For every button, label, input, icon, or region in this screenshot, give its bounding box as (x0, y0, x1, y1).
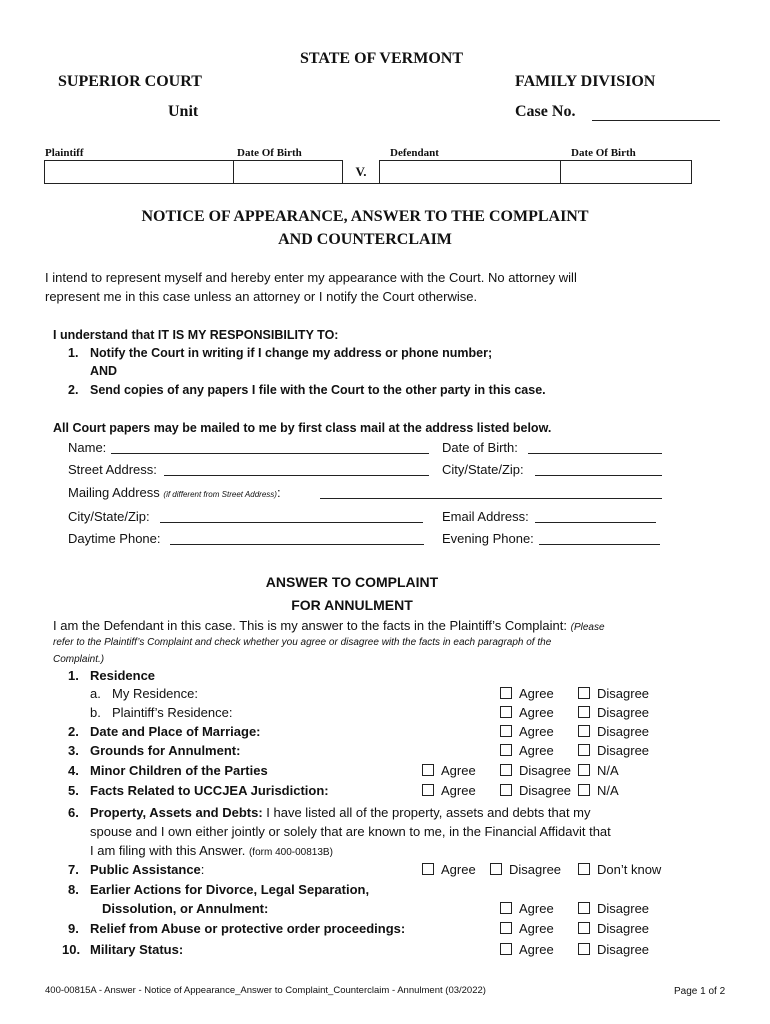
email-field[interactable] (535, 509, 656, 523)
item-num-6: 6. (68, 805, 79, 820)
item-num-2: 2. (68, 724, 79, 739)
checkbox-icon[interactable] (578, 687, 590, 699)
responsibility-heading: I understand that IT IS MY RESPONSIBILITY TO: (53, 328, 339, 342)
disagree-label: Disagree (509, 862, 562, 877)
property-text-3-line (90, 843, 333, 858)
intro-line1: I intend to represent myself and hereby enter my appearance with the Court. No attorney will (45, 270, 577, 285)
disagree-label: Disagree (597, 743, 650, 758)
item-num-5: 5. (68, 783, 79, 798)
defendant-dob-field[interactable] (561, 161, 692, 184)
earlier-actions-agree[interactable] (500, 901, 554, 916)
city-state-zip-field[interactable] (535, 462, 662, 476)
minor-children-disagree[interactable] (500, 763, 571, 778)
dob-label: Date of Birth: (442, 440, 518, 455)
military-agree[interactable] (500, 942, 554, 957)
item-num-4: 4. (68, 763, 79, 778)
plaintiff-field[interactable] (45, 161, 234, 184)
plaintiff-residence-disagree[interactable] (578, 705, 649, 720)
item-earlier-actions-1: Earlier Actions for Divorce, Legal Separation, (90, 882, 370, 897)
defendant-field[interactable] (380, 161, 561, 184)
mailing-address-note: (if different from Street Address) (163, 490, 277, 499)
item-residence: Residence (90, 668, 156, 683)
form-title-line1: NOTICE OF APPEARANCE, ANSWER TO THE COMPLAINT (141, 208, 589, 225)
item-num-7: 7. (68, 862, 79, 877)
item-relief-abuse: Relief from Abuse or protective order proceedings: (90, 921, 406, 936)
item-grounds: Grounds for Annulment: (90, 743, 241, 758)
disagree-label: Disagree (597, 921, 650, 936)
plaintiff-residence-label: Plaintiff’s Residence: (112, 705, 233, 720)
responsibility-and: AND (90, 364, 118, 378)
relief-abuse-disagree[interactable] (578, 921, 649, 936)
my-residence-agree[interactable] (500, 686, 554, 701)
agree-label: Agree (519, 686, 554, 701)
plaintiff-dob-label: Date Of Birth (237, 147, 302, 159)
contact-heading: All Court papers may be mailed to me by first class mail at the address listed below. (53, 421, 552, 435)
disagree-label: Disagree (597, 686, 650, 701)
item-a-letter: a. (90, 686, 101, 701)
answer-heading-2: FOR ANNULMENT (291, 597, 413, 613)
footer-form-id: 400-00815A - Answer - Notice of Appearance_Answer to Complaint_Counterclaim - Annulment (03/2022) (45, 985, 486, 996)
mailing-city-label: City/State/Zip: (68, 509, 150, 524)
property-text-3: I am filing with this Answer. (90, 843, 246, 858)
checkbox-icon[interactable] (500, 784, 512, 796)
intro-line2: represent me in this case unless an attorney or I notify the Court otherwise. (45, 289, 478, 304)
city-state-zip-label: City/State/Zip: (442, 462, 524, 477)
marriage-agree[interactable] (500, 724, 554, 739)
disagree-label: Disagree (597, 724, 650, 739)
minor-children-agree[interactable] (422, 763, 476, 778)
plaintiff-label: Plaintiff (45, 147, 84, 159)
grounds-disagree[interactable] (578, 743, 649, 758)
mailing-address-colon: : (276, 485, 281, 500)
mailing-address-text: Mailing Address (68, 485, 160, 500)
name-field[interactable] (111, 440, 429, 454)
case-number-label: Case No. (515, 103, 576, 120)
responsibility-item-1: Notify the Court in writing if I change my address or phone number; (90, 346, 493, 360)
checkbox-icon[interactable] (490, 863, 502, 875)
agree-label: Agree (519, 705, 554, 720)
mailing-city-field[interactable] (160, 509, 423, 523)
checkbox-icon[interactable] (500, 764, 512, 776)
email-label: Email Address: (442, 509, 529, 524)
item-uccjea: Facts Related to UCCJEA Jurisdiction: (90, 783, 329, 798)
answer-intro (53, 618, 605, 633)
checkbox-icon[interactable] (578, 744, 590, 756)
disagree-label: Disagree (597, 901, 650, 916)
item-property (90, 805, 591, 820)
daytime-phone-field[interactable] (170, 531, 424, 545)
answer-note-1: (Please (570, 622, 605, 633)
grounds-agree[interactable] (500, 743, 554, 758)
checkbox-icon[interactable] (422, 863, 434, 875)
state-heading: STATE OF VERMONT (300, 50, 463, 67)
checkbox-icon[interactable] (500, 725, 512, 737)
relief-abuse-agree[interactable] (500, 921, 554, 936)
checkbox-icon[interactable] (500, 943, 512, 955)
agree-label: Agree (441, 783, 476, 798)
public-assistance-label: Public Assistance (90, 862, 201, 877)
checkbox-icon[interactable] (422, 784, 434, 796)
unit-label: Unit (168, 103, 199, 120)
answer-heading-1: ANSWER TO COMPLAINT (265, 574, 439, 590)
court-heading: SUPERIOR COURT (58, 73, 202, 90)
caption-table (44, 160, 692, 184)
answer-note-2: refer to the Plaintiff’s Complaint and check whether you agree or disagree with the facts in each paragraph of the (53, 637, 552, 648)
checkbox-icon[interactable] (578, 902, 590, 914)
dob-field[interactable] (528, 440, 662, 454)
defendant-dob-label: Date Of Birth (571, 147, 636, 159)
checkbox-icon[interactable] (578, 706, 590, 718)
property-form-ref: (form 400-00813B) (248, 847, 333, 858)
public-assistance-dont-know[interactable] (578, 862, 661, 877)
evening-phone-field[interactable] (539, 531, 660, 545)
plaintiff-dob-field[interactable] (234, 161, 343, 184)
agree-label: Agree (519, 942, 554, 957)
item-num-3: 3. (68, 743, 79, 758)
mailing-address-label (68, 485, 281, 500)
item-num-8: 8. (68, 882, 79, 897)
checkbox-icon[interactable] (500, 902, 512, 914)
name-label: Name: (68, 440, 107, 455)
checkbox-icon[interactable] (578, 922, 590, 934)
disagree-label: Disagree (519, 763, 572, 778)
checkbox-icon[interactable] (578, 784, 590, 796)
uccjea-agree[interactable] (422, 783, 476, 798)
agree-label: Agree (519, 901, 554, 916)
item-earlier-actions-2: Dissolution, or Annulment: (102, 901, 269, 916)
division-heading: FAMILY DIVISION (515, 73, 656, 90)
checkbox-icon[interactable] (422, 764, 434, 776)
defendant-label: Defendant (390, 147, 439, 159)
daytime-phone-label: Daytime Phone: (68, 531, 161, 546)
disagree-label: Disagree (597, 705, 650, 720)
military-disagree[interactable] (578, 942, 649, 957)
marriage-disagree[interactable] (578, 724, 649, 739)
checkbox-icon[interactable] (500, 687, 512, 699)
evening-phone-label: Evening Phone: (442, 531, 534, 546)
agree-label: Agree (441, 763, 476, 778)
my-residence-label: My Residence: (112, 686, 198, 701)
page-number: Page 1 of 2 (674, 986, 726, 997)
property-heading: Property, Assets and Debts: (90, 805, 263, 820)
my-residence-disagree[interactable] (578, 686, 649, 701)
checkbox-icon[interactable] (500, 922, 512, 934)
agree-label: Agree (519, 921, 554, 936)
item-num-9: 9. (68, 921, 79, 936)
form-title-line2: AND COUNTERCLAIM (278, 231, 452, 248)
checkbox-icon[interactable] (500, 706, 512, 718)
disagree-label: Disagree (519, 783, 572, 798)
na-label: N/A (597, 783, 619, 798)
uccjea-disagree[interactable] (500, 783, 571, 798)
dont-know-label: Don’t know (597, 862, 662, 877)
item-public-assistance: Public Assistance: (90, 862, 205, 877)
street-address-field[interactable] (164, 462, 429, 476)
na-label: N/A (597, 763, 619, 778)
disagree-label: Disagree (597, 942, 650, 957)
uccjea-na[interactable] (578, 783, 619, 798)
checkbox-icon[interactable] (578, 863, 590, 875)
checkbox-icon[interactable] (578, 764, 590, 776)
street-address-label: Street Address: (68, 462, 157, 477)
item-num-1: 1. (68, 668, 79, 683)
property-text-2: spouse and I own either jointly or solely that are known to me, in the Financial Affidavit that (90, 824, 611, 839)
checkbox-icon[interactable] (578, 943, 590, 955)
checkbox-icon[interactable] (500, 744, 512, 756)
minor-children-na[interactable] (578, 763, 619, 778)
public-assistance-disagree[interactable] (490, 862, 561, 877)
agree-label: Agree (519, 724, 554, 739)
earlier-actions-disagree[interactable] (578, 901, 649, 916)
item-military-status: Military Status: (90, 942, 184, 957)
item-num-10: 10. (62, 942, 81, 957)
responsibility-num-2: 2. (68, 383, 79, 397)
agree-label: Agree (519, 743, 554, 758)
answer-intro-text: I am the Defendant in this case. This is my answer to the facts in the Plaintiff’s Complaint: (53, 618, 567, 633)
responsibility-num-1: 1. (68, 346, 79, 360)
plaintiff-residence-agree[interactable] (500, 705, 554, 720)
mailing-address-field[interactable] (320, 485, 662, 499)
versus-label: V. (343, 161, 380, 184)
answer-note-3: Complaint.) (53, 654, 105, 665)
item-marriage: Date and Place of Marriage: (90, 724, 261, 739)
public-assistance-agree[interactable] (422, 862, 476, 877)
agree-label: Agree (441, 862, 476, 877)
case-number-field[interactable] (592, 108, 720, 121)
property-text-1: I have listed all of the property, assets and debts that my (266, 805, 591, 820)
item-minor-children: Minor Children of the Parties (90, 763, 268, 778)
checkbox-icon[interactable] (578, 725, 590, 737)
responsibility-item-2: Send copies of any papers I file with the Court to the other party in this case. (90, 383, 546, 397)
item-b-letter: b. (90, 705, 101, 720)
